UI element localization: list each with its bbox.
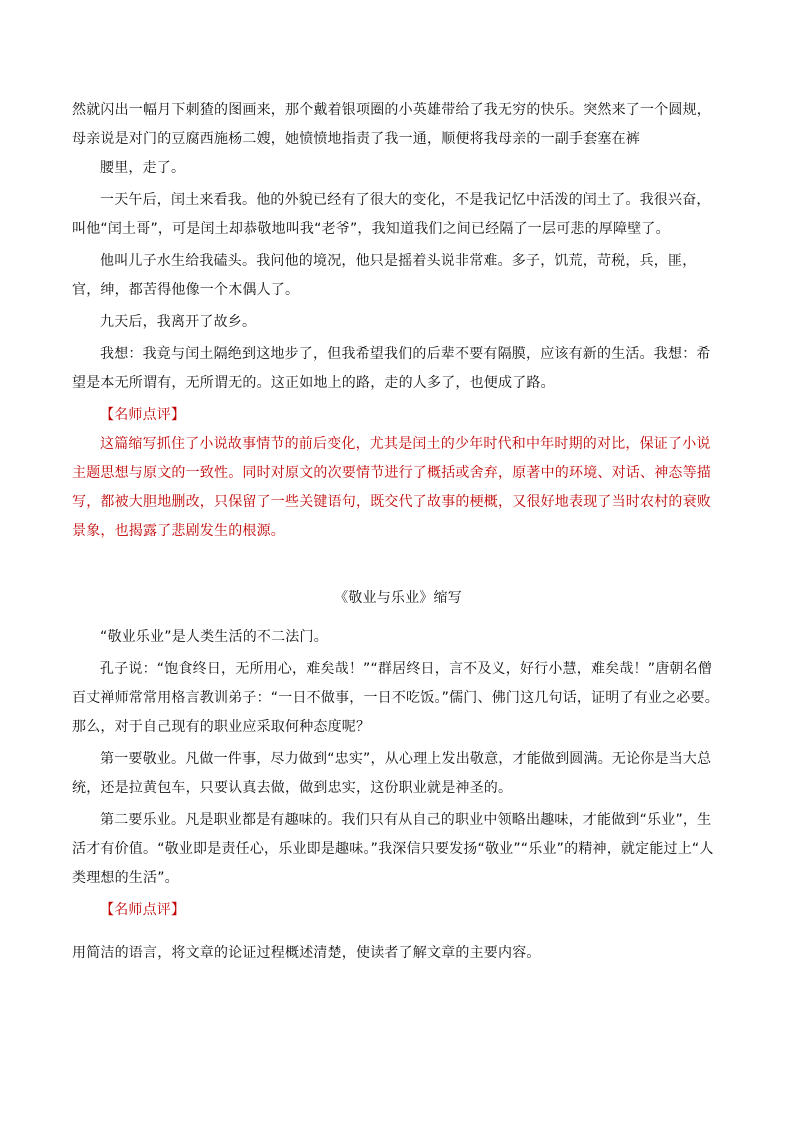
story-paragraph: 他叫儿子水生给我磕头。我问他的境况，他只是摇着头说非常难。多子，饥荒，苛税，兵，匪，官，绅，都苦得他像一个木偶人了。 <box>72 253 697 298</box>
essay-paragraph: 第二要乐业。凡是职业都是有趣味的。我们只有从自己的职业中领略出趣味，才能做到“乐业”，生活才有价值。“敬业即是责任心，乐业即是趣味。”我深信只要发扬“敬业”“乐业”的精神，就定能过上“人类理想的生活”。 <box>72 812 714 886</box>
teacher-comment-tag: 【名师点评】 <box>100 407 186 423</box>
story-paragraph: 腰里，走了。 <box>100 160 186 176</box>
teacher-comment: 这篇缩写抓住了小说故事情节的前后变化，尤其是闰土的少年时代和中年时期的对比，保证了小说主题思想与原文的一致性。同时对原文的次要情节进行了概括或舍弃，原著中的环境、对话、神态等描写，都被大胆地删改，只保留了一些关键语句，既交代了故事的梗概，又很好地表现了当时农村的衰败景象，也揭露了悲剧发生的根源。 <box>72 436 711 539</box>
story-paragraph: 九天后，我离开了故乡。 <box>100 314 257 330</box>
story-paragraph: 然就闪出一幅月下刺猹的图画来，那个戴着银项圈的小英雄带给了我无穷的快乐。突然来了一个圆规，母亲说是对门的豆腐西施杨二嫂，她愤愤地指责了我一通，顺便将我母亲的一副手套塞在裤 <box>72 102 711 147</box>
story-paragraph: 一天午后，闰土来看我。他的外貌已经有了很大的变化，不是我记忆中活泼的闰土了。我很兴奋，叫他“闰土哥”，可是闰土却恭敬地叫我“老爷”，我知道我们之间已经隔了一层可悲的厚障壁了。 <box>72 192 711 237</box>
essay-paragraph: 第一要敬业。凡做一件事，尽力做到“忠实”，从心理上发出敬意，才能做到圆满。无论你是当大总统，还是拉黄包车，只要认真去做，做到忠实，这份职业就是神圣的。 <box>72 751 712 796</box>
document-page <box>72 96 724 968</box>
teacher-comment-tag: 【名师点评】 <box>100 902 186 918</box>
essay-paragraph: “敬业乐业”是人类生活的不二法门。 <box>100 629 328 645</box>
essay-paragraph: 孔子说：“饱食终日，无所用心，难矣哉！”“群居终日，言不及义，好行小慧，难矣哉！”唐朝名僧百丈禅师常常用格言教训弟子：“一日不做事，一日不吃饭。”儒门、佛门这几句话，证明了有业之必要。那么，对于自己现有的职业应采取何种态度呢？ <box>72 661 719 735</box>
teacher-comment: 用简洁的语言，将文章的论证过程概述清楚，使读者了解文章的主要内容。 <box>72 945 541 961</box>
story-paragraph: 我想：我竟与闰土隔绝到这地步了，但我希望我们的后辈不要有隔膜，应该有新的生活。我想：希望是本无所谓有，无所谓无的。这正如地上的路，走的人多了，也便成了路。 <box>72 346 711 391</box>
section-title: 《敬业与乐业》缩写 <box>334 590 462 606</box>
